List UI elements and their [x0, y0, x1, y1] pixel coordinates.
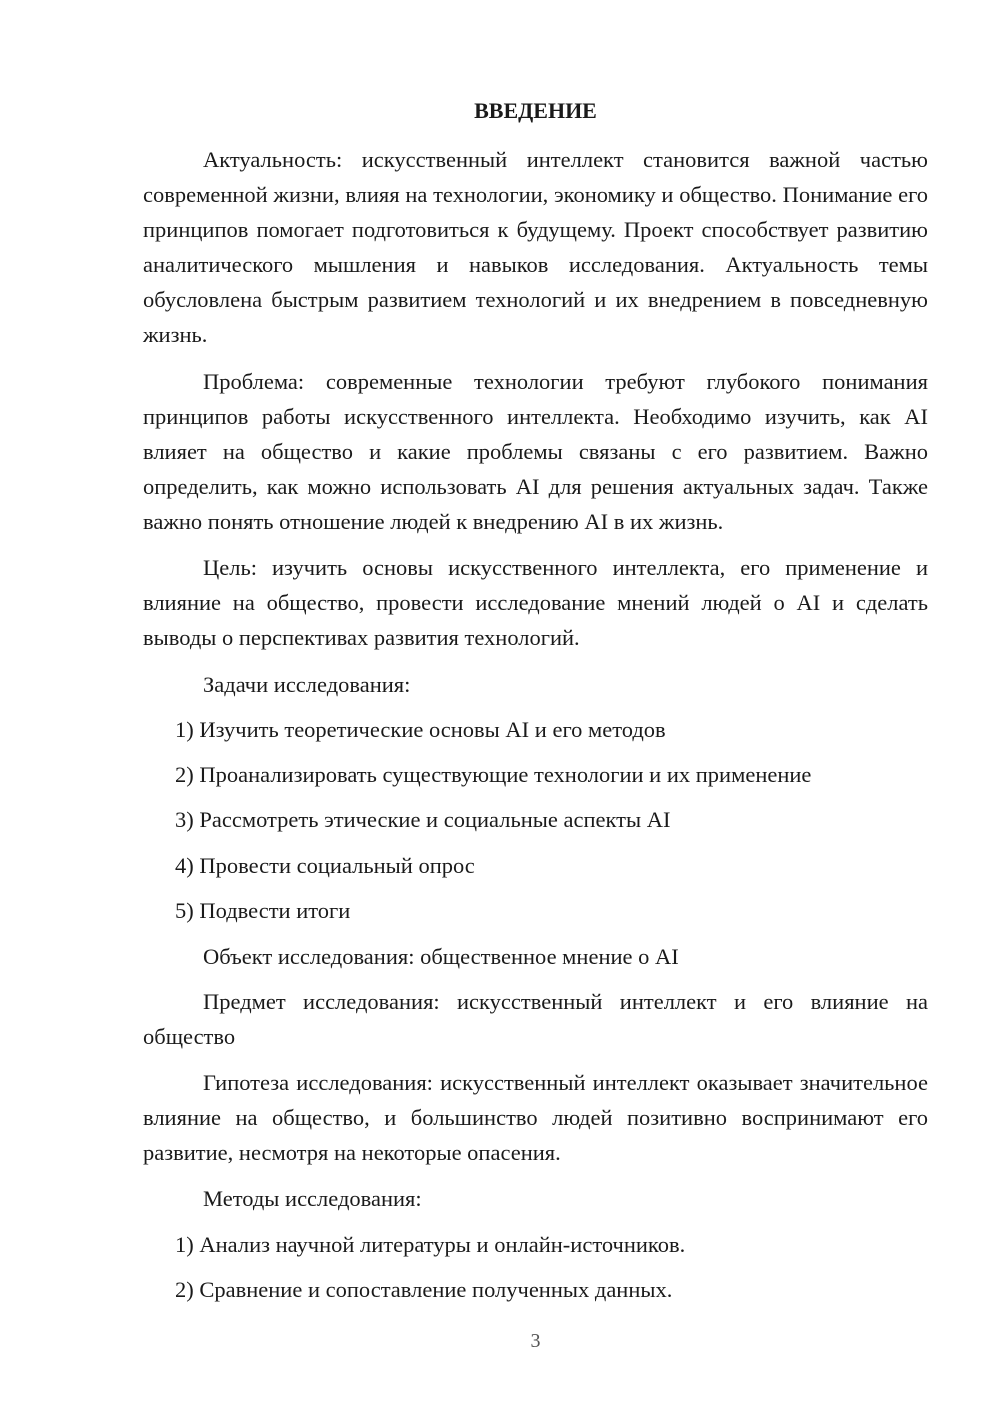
tasks-heading: Задачи исследования:: [203, 672, 411, 697]
task-item: 2) Проанализировать существующие технологии и их применение: [175, 762, 812, 787]
paragraph-problem: Проблема: современные технологии требуют глубокого понимания принципов работы искусственного интеллекта. Необходимо изучить, как AI влияет на общество и какие проблемы связаны с его развитием. Важно определить, как можно использовать AI для решения актуальных задач. Также важно понять отношение людей к внедрению AI в их жизнь.: [143, 369, 928, 534]
paragraph-hypothesis: Гипотеза исследования: искусственный интеллект оказывает значительное влияние на общество, и большинство людей позитивно воспринимают его развитие, несмотря на некоторые опасения.: [143, 1070, 928, 1165]
paragraph-subject: Предмет исследования: искусственный интеллект и его влияние на общество: [143, 989, 928, 1049]
section-title: ВВЕДЕНИЕ: [474, 98, 597, 123]
paragraph-object: Объект исследования: общественное мнение о AI: [203, 944, 679, 969]
method-item: 1) Анализ научной литературы и онлайн-источников.: [175, 1232, 686, 1257]
paragraph-goal: Цель: изучить основы искусственного интеллекта, его применение и влияние на общество, провести исследование мнений людей о AI и сделать выводы о перспективах развития технологий.: [143, 555, 928, 650]
methods-heading: Методы исследования:: [203, 1186, 422, 1211]
page-number: 3: [530, 1330, 541, 1352]
task-item: 4) Провести социальный опрос: [175, 853, 475, 878]
document-page: [143, 0, 928, 1414]
paragraph-relevance: Актуальность: искусственный интеллект становится важной частью современной жизни, влияя на технологии, экономику и общество. Понимание его принципов помогает подготовиться к будущему. Проект способствует развитию аналитического мышления и навыков исследования. Актуальность темы обусловлена быстрым развитием технологий и их внедрением в повседневную жизнь.: [143, 147, 928, 347]
task-item: 1) Изучить теоретические основы AI и его методов: [175, 717, 666, 742]
task-item: 5) Подвести итоги: [175, 898, 351, 923]
task-item: 3) Рассмотреть этические и социальные аспекты AI: [175, 807, 671, 832]
method-item: 2) Сравнение и сопоставление полученных данных.: [175, 1277, 673, 1302]
